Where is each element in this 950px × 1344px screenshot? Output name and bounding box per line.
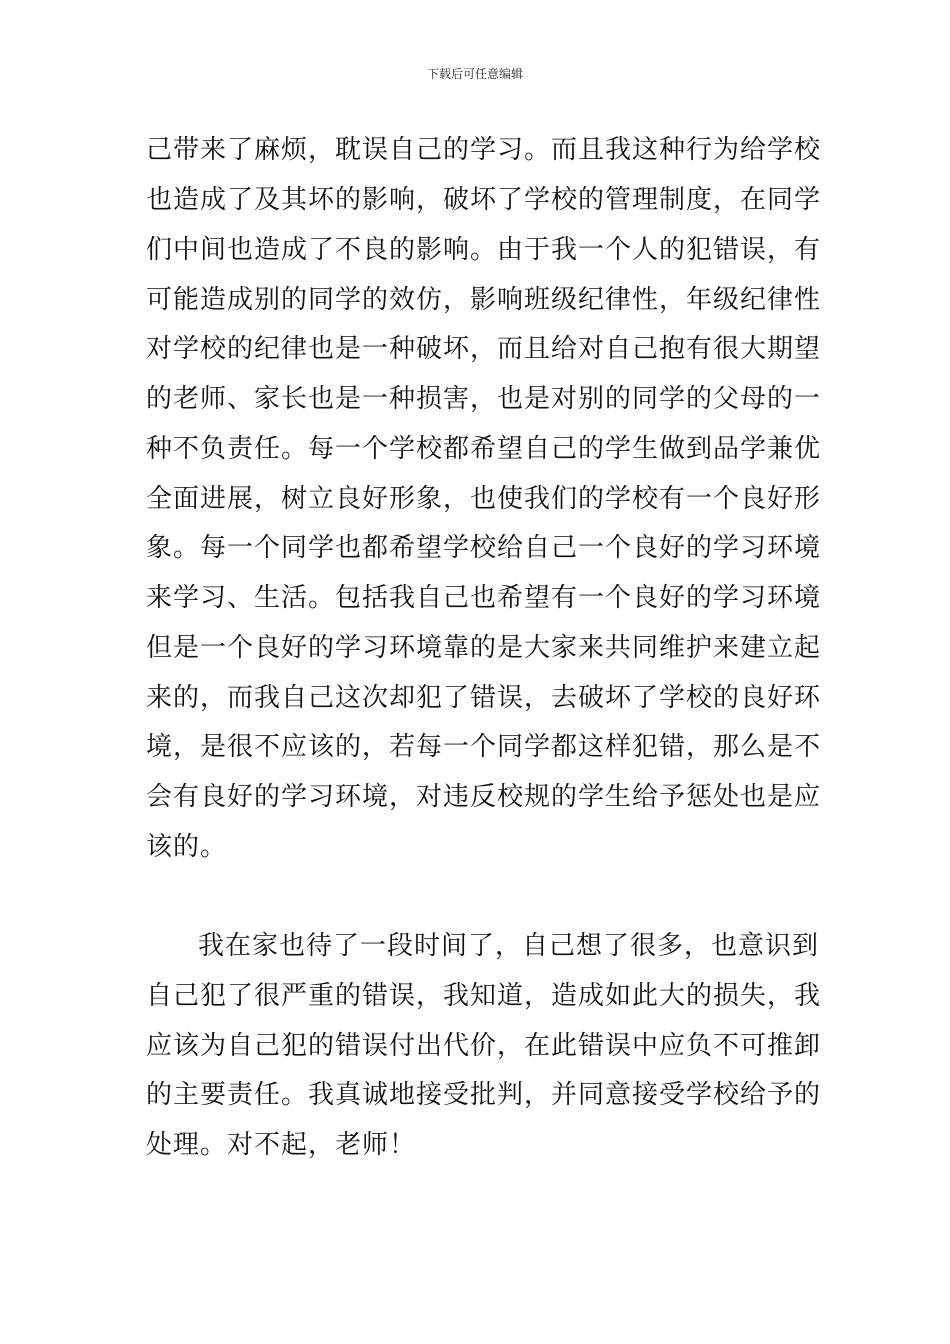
page-header: 下载后可任意编辑 — [426, 67, 523, 81]
paragraph-line: 自己犯了很严重的错误，我知道，造成如此大的损失，我 — [146, 981, 822, 1011]
paragraph-line: 处理。对不起，老师！ — [146, 1130, 417, 1160]
paragraph-line: 的老师、家长也是一种损害，也是对别的同学的父母的一 — [146, 384, 822, 414]
paragraph-line: 象。每一个同学也都希望学校给自己一个良好的学习环境 — [146, 533, 822, 563]
paragraph-line: 境，是很不应该的，若每一个同学都这样犯错，那么是不 — [146, 732, 822, 762]
paragraph-line: 种不负责任。每一个学校都希望自己的学生做到品学兼优 — [146, 434, 822, 464]
paragraph-line: 来的，而我自己这次却犯了错误，去破坏了学校的良好环 — [146, 683, 822, 713]
paragraph-line: 我在家也待了一段时间了，自己想了很多，也意识到 — [198, 931, 820, 961]
paragraph-line: 该的。 — [146, 832, 228, 862]
paragraph-line: 也造成了及其坏的影响，破坏了学校的管理制度，在同学 — [146, 185, 822, 215]
paragraph-line: 己带来了麻烦，耽误自己的学习。而且我这种行为给学校 — [146, 135, 822, 165]
paragraph-line: 对学校的纪律也是一种破坏，而且给对自己抱有很大期望 — [146, 334, 822, 364]
paragraph-line: 全面进展，树立良好形象，也使我们的学校有一个良好形 — [146, 484, 822, 514]
paragraph-line: 但是一个良好的学习环境靠的是大家来共同维护来建立起 — [146, 633, 822, 663]
paragraph-line: 们中间也造成了不良的影响。由于我一个人的犯错误，有 — [146, 235, 822, 265]
paragraph-line: 来学习、生活。包括我自己也希望有一个良好的学习环境 — [146, 583, 822, 613]
paragraph-line: 应该为自己犯的错误付出代价，在此错误中应负不可推卸 — [146, 1031, 822, 1061]
paragraph-line: 会有良好的学习环境，对违反校规的学生给予惩处也是应 — [146, 782, 822, 812]
paragraph-line: 可能造成别的同学的效仿，影响班级纪律性，年级纪律性 — [146, 285, 822, 315]
paragraph-line: 的主要责任。我真诚地接受批判，并同意接受学校给予的 — [146, 1080, 822, 1110]
